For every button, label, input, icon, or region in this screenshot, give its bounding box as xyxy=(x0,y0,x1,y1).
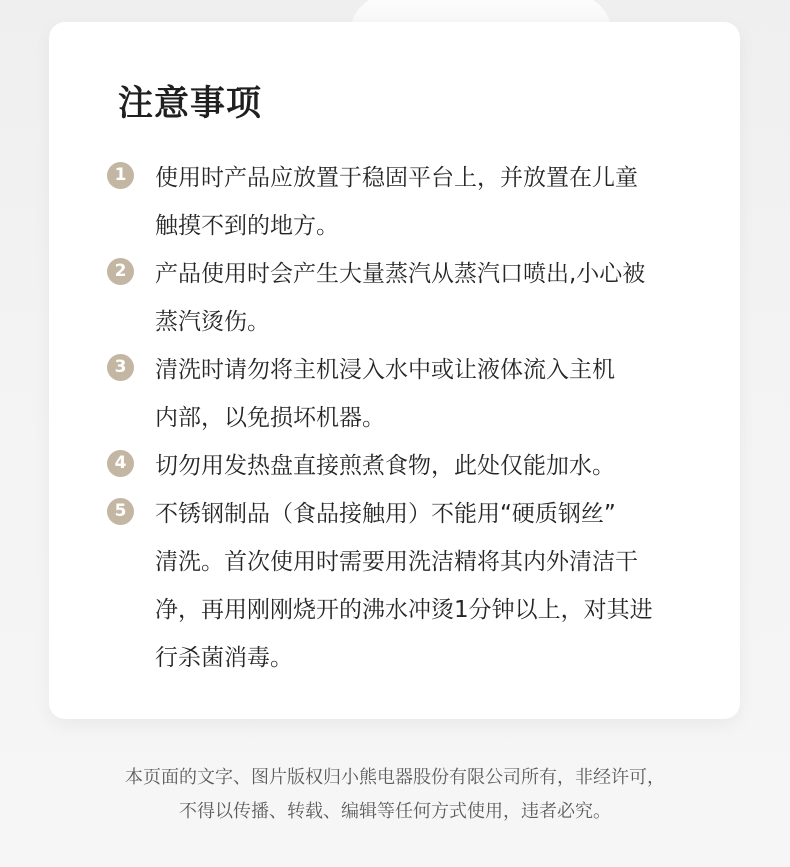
note-text-line: 使用时产品应放置于稳固平台上，并放置在儿童 xyxy=(155,165,638,191)
copyright-footer xyxy=(0,761,790,829)
note-text-line: 内部，以免损坏机器。 xyxy=(155,405,385,431)
number-badge-icon: 4 xyxy=(107,450,134,477)
note-item-2 xyxy=(107,250,717,346)
note-item-1 xyxy=(107,154,717,250)
note-text-line: 触摸不到的地方。 xyxy=(155,213,339,239)
note-text-line: 清洗时请勿将主机浸入水中或让液体流入主机 xyxy=(155,357,615,383)
number-badge-icon: 5 xyxy=(107,498,134,525)
note-item-4 xyxy=(107,442,717,490)
note-item-5 xyxy=(107,490,717,682)
note-text-line: 切勿用发热盘直接煎煮食物，此处仅能加水。 xyxy=(155,453,615,479)
note-text-line: 净，再用刚刚烧开的沸水冲烫1分钟以上，对其进 xyxy=(155,597,653,623)
note-text-line: 行杀菌消毒。 xyxy=(155,645,293,671)
note-text-line: 清洗。首次使用时需要用洗洁精将其内外清洁干 xyxy=(155,549,638,575)
number-badge-icon: 3 xyxy=(107,354,134,381)
note-text-line: 不锈钢制品（食品接触用）不能用“硬质钢丝” xyxy=(155,501,616,527)
number-badge-icon: 1 xyxy=(107,162,134,189)
note-text-line: 蒸汽烫伤。 xyxy=(155,309,270,335)
note-item-3 xyxy=(107,346,717,442)
notes-list xyxy=(107,154,717,682)
copyright-line-2: 不得以传播、转载、编辑等任何方式使用，违者必究。 xyxy=(179,801,611,822)
page-title: 注意事项 xyxy=(118,84,263,124)
notice-card xyxy=(49,22,740,719)
number-badge-icon: 2 xyxy=(107,258,134,285)
note-text-line: 产品使用时会产生大量蒸汽从蒸汽口喷出,小心被 xyxy=(155,261,646,287)
copyright-line-1: 本页面的文字、图片版权归小熊电器股份有限公司所有，非经许可， xyxy=(125,767,665,788)
